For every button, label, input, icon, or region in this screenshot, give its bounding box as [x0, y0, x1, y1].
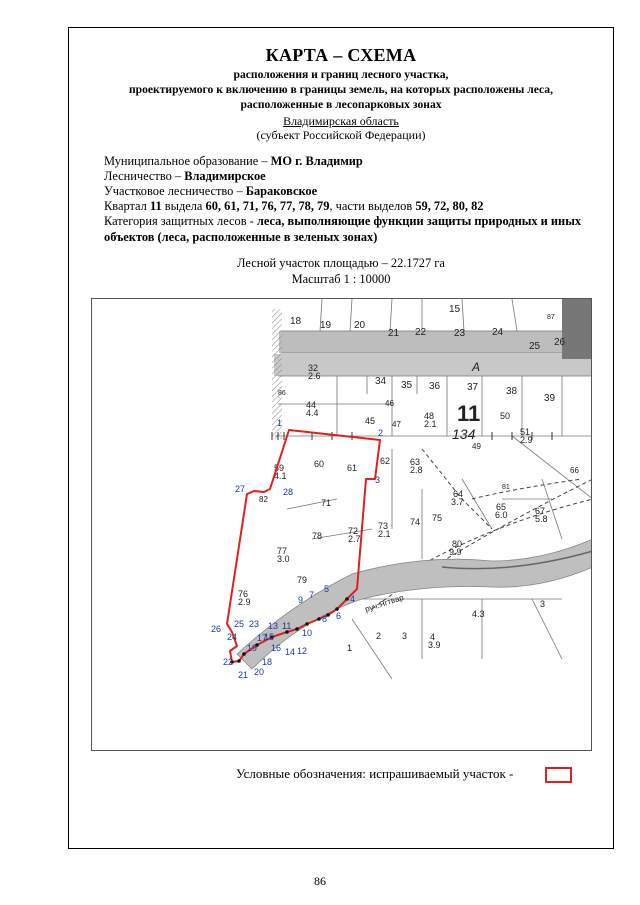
section-label: 38: [506, 386, 518, 397]
section-label: 67: [535, 506, 546, 516]
boundary-point-label: 10: [302, 628, 313, 638]
map-subtitle: [68, 67, 614, 112]
section-label: 4.1: [274, 471, 287, 481]
boundary-point-label: 16: [271, 643, 282, 653]
section-label: 20: [354, 320, 366, 331]
sections-label: выдела: [161, 199, 206, 213]
section-label: 49: [472, 442, 481, 451]
boundary-point-label: 13: [268, 621, 279, 631]
section-label: 19: [320, 320, 332, 331]
category-label: Категория защитных лесов -: [104, 214, 257, 228]
district-forestry-label: Участковое лесничество –: [104, 184, 246, 198]
section-label: 81: [502, 484, 510, 491]
quarter-area: 134: [452, 426, 476, 442]
boundary-point-label: 17: [257, 633, 268, 643]
section-label: 71: [321, 498, 332, 508]
region-note: (субъект Российской Федерации): [256, 128, 426, 142]
section-label: 6.0: [495, 510, 508, 520]
boundary-point-label: 19: [247, 643, 258, 653]
section-label: 24: [492, 327, 504, 338]
section-label: 46: [385, 399, 394, 408]
section-label: 3: [540, 599, 546, 609]
boundary-point-label: 2: [378, 428, 384, 438]
section-label: 4.3: [472, 609, 485, 619]
section-label: 79: [297, 575, 308, 585]
section-label: 78: [312, 531, 323, 541]
section-label: 2: [376, 631, 382, 641]
section-label: 15: [449, 304, 461, 315]
section-label: 61: [347, 463, 358, 473]
forestry-value: Владимирское: [184, 169, 266, 183]
section-label: 60: [314, 459, 325, 469]
section-label: 3.7: [451, 497, 464, 507]
legend-swatch: [545, 767, 572, 783]
boundary-point-label: 23: [249, 619, 260, 629]
boundary-point-label: 12: [297, 646, 308, 656]
quarter-line: [104, 199, 604, 215]
section-label: 25: [529, 341, 541, 352]
district-forestry-value: Бараковское: [245, 184, 318, 198]
section-label: 2.9: [520, 435, 533, 445]
section-label: 76: [238, 589, 249, 599]
section-label: 2.6: [308, 371, 321, 381]
section-label: 63: [410, 457, 421, 467]
section-label: 23: [454, 328, 466, 339]
boundary-point-label: 14: [285, 647, 296, 657]
boundary-point-label: 24: [227, 632, 238, 642]
municipality-value: МО г. Владимир: [270, 154, 363, 168]
boundary-point-label: 20: [254, 667, 265, 677]
subtitle-line-2: проектируемого к включению в границы земель, на которых расположены леса,: [128, 83, 553, 96]
parts-label: , части выделов: [329, 199, 416, 213]
boundary-point-label: 25: [234, 619, 245, 629]
section-label: 51: [520, 427, 531, 437]
page-number: 86: [314, 874, 326, 888]
dark-corner: [562, 299, 592, 359]
section-label: 73: [378, 521, 389, 531]
boundary-point-label: 26: [211, 624, 222, 634]
parts-value: 59, 72, 80, 82: [415, 199, 484, 213]
section-label: 66: [570, 466, 579, 475]
forestry-line: [104, 169, 604, 185]
quarter-label: Квартал: [104, 199, 150, 213]
section-label: 3.0: [277, 554, 290, 564]
section-label: 64: [453, 489, 464, 499]
section-label: 65: [496, 502, 507, 512]
legend-label: Условные обозначения: испрашиваемый участок -: [236, 766, 514, 781]
boundary-point-labels: [211, 418, 383, 680]
boundary-point-label: 5: [324, 584, 330, 594]
section-label: 1: [347, 643, 353, 653]
road-label: А: [472, 360, 481, 374]
plot-scale: Масштаб 1 : 10000: [291, 272, 391, 286]
road-strip-a: [274, 354, 592, 376]
section-label: 2.8: [410, 465, 423, 475]
boundary-point-label: 3: [375, 475, 381, 485]
subtitle-line-1: расположения и границ лесного участка,: [233, 68, 449, 81]
subtitle-line-3: расположенные в лесопарковых зонах: [240, 98, 442, 111]
boundary-point-label: 1: [277, 418, 283, 428]
section-label: 35: [401, 380, 413, 391]
map-svg: [92, 299, 592, 751]
section-label: 2.1: [424, 419, 437, 429]
section-label: 72: [348, 526, 359, 536]
boundary-point-label: 18: [262, 657, 273, 667]
quarter-number: 11: [457, 401, 481, 426]
section-label: 5.8: [535, 514, 548, 524]
boundary-point-label: 4: [350, 594, 356, 604]
boundary-point-label: 15: [264, 632, 275, 642]
road-strip-top: [279, 331, 592, 353]
section-label: 45: [365, 416, 376, 426]
category-value: леса, выполняющие функции защиты природных и иных объектов (леса, расположенные в зеленых зонах): [104, 214, 582, 244]
boundary-point-label: 11: [282, 621, 292, 631]
forestry-label: Лесничество –: [104, 169, 185, 183]
map-scheme: [91, 298, 592, 751]
boundary-point-label: 8: [322, 614, 328, 624]
section-label: 75: [432, 513, 443, 523]
section-label: 59: [274, 463, 285, 473]
section-label: 34: [375, 376, 387, 387]
municipality-label: Муниципальное образование –: [104, 154, 271, 168]
sections-value: 60, 61, 71, 76, 77, 78, 79: [205, 199, 330, 213]
section-label: 82: [259, 495, 268, 504]
municipality-line: [104, 154, 604, 170]
section-label: 47: [392, 420, 401, 429]
section-label: 3.9: [428, 640, 441, 650]
category-line: [104, 214, 604, 245]
section-label: 86: [278, 390, 286, 397]
section-label: 2.7: [348, 534, 361, 544]
section-label: 4.4: [306, 408, 319, 418]
stream-label: руч.Ягтвар: [363, 592, 405, 614]
plot-area: Лесной участок площадью – 22.1727 га: [237, 256, 445, 270]
boundary-point-label: 6: [336, 611, 342, 621]
section-label: 80: [452, 539, 463, 549]
boundary-point-label: 21: [238, 670, 249, 680]
section-label: 2.1: [378, 529, 391, 539]
boundary-point-label: 27: [235, 484, 246, 494]
section-label: 9.9: [449, 547, 462, 557]
section-label: 50: [500, 411, 511, 421]
boundary-point-label: 9: [298, 595, 304, 605]
section-label: 2.9: [238, 597, 251, 607]
section-label: 32: [308, 363, 319, 373]
section-label: 36: [429, 381, 441, 392]
section-label: 44: [306, 400, 317, 410]
boundary-point-label: 7: [309, 590, 315, 600]
section-label: 77: [277, 546, 288, 556]
section-label: 18: [290, 316, 302, 327]
region-name: Владимирская область: [283, 114, 399, 128]
section-label: 4: [430, 632, 436, 642]
section-label: 21: [388, 328, 400, 339]
section-label: 74: [410, 517, 421, 527]
section-label: 3: [402, 631, 408, 641]
district-forestry-line: [104, 184, 604, 200]
section-label: 87: [547, 314, 555, 321]
section-label: 22: [415, 327, 427, 338]
section-label: 37: [467, 382, 479, 393]
section-label: 39: [544, 393, 556, 404]
section-label: 62: [380, 456, 391, 466]
boundary-point-label: 28: [283, 487, 294, 497]
section-label: 26: [554, 337, 566, 348]
section-label: 48: [424, 411, 435, 421]
quarter-value: 11: [149, 199, 162, 213]
boundary-point-label: 22: [223, 657, 234, 667]
map-title: КАРТА – СХЕМА: [265, 45, 417, 65]
